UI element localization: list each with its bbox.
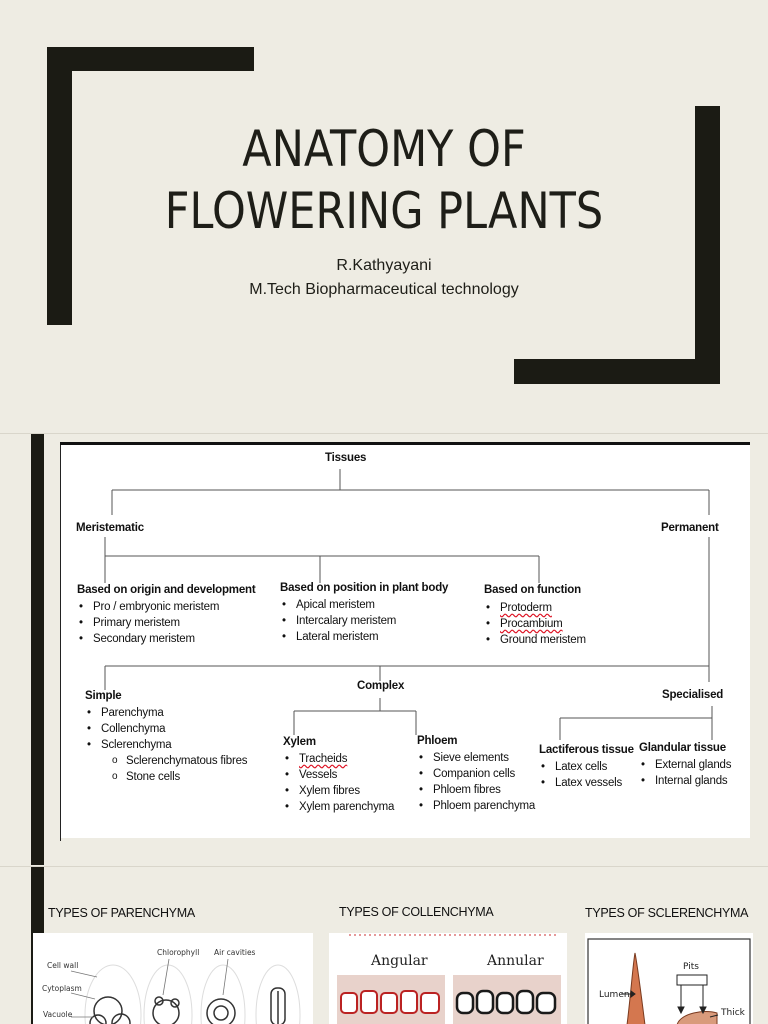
list-item: • Xylem fibres xyxy=(283,783,394,799)
list-item: • Pro / embryonic meristem xyxy=(77,599,219,615)
list-lactiferous xyxy=(539,759,622,791)
list-item: o Sclerenchymatous fibres xyxy=(110,753,247,769)
list-item: • Sclerenchyma xyxy=(85,737,171,753)
list-item: o Stone cells xyxy=(110,769,247,785)
list-item: • Parenchyma xyxy=(85,705,171,721)
list-item: • Phloem parenchyma xyxy=(417,798,535,814)
list-function xyxy=(484,600,586,648)
tissue-classification-slide xyxy=(0,433,768,865)
node-phloem: Phloem xyxy=(417,735,458,747)
list-xylem xyxy=(283,751,394,815)
label-thick: Thick xyxy=(721,1008,745,1018)
node-origin-development: Based on origin and development xyxy=(77,584,256,596)
tissue-types-slide xyxy=(0,866,768,1024)
list-item: • Sieve elements xyxy=(417,750,535,766)
list-item: • Apical meristem xyxy=(280,597,396,613)
collenchyma-title: TYPES OF COLLENCHYMA xyxy=(339,905,494,919)
list-item: • Secondary meristem xyxy=(77,631,219,647)
node-permanent: Permanent xyxy=(661,522,719,534)
label-chlorophyll: Chlorophyll xyxy=(157,948,200,957)
list-item: • Companion cells xyxy=(417,766,535,782)
list-item: • Collenchyma xyxy=(85,721,171,737)
sclerenchyma-title: TYPES OF SCLERENCHYMA xyxy=(585,906,749,920)
list-simple xyxy=(85,705,171,753)
label-air-cavities: Air cavities xyxy=(214,948,256,957)
list-item: • Lateral meristem xyxy=(280,629,396,645)
node-meristematic: Meristematic xyxy=(76,522,144,534)
list-item: • Internal glands xyxy=(639,773,731,789)
node-simple: Simple xyxy=(85,690,122,702)
collenchyma-image xyxy=(329,933,567,1024)
label-cell-wall: Cell wall xyxy=(47,961,79,970)
list-origin-development xyxy=(77,599,219,647)
collenchyma-drawing xyxy=(329,933,567,1024)
node-complex: Complex xyxy=(357,680,405,692)
list-item: • Vessels xyxy=(283,767,394,783)
node-position-plant-body: Based on position in plant body xyxy=(280,582,449,594)
label-annular: Annular xyxy=(487,953,544,969)
parenchyma-title: TYPES OF PARENCHYMA xyxy=(48,906,195,920)
label-vacuole: Vacuole xyxy=(43,1010,73,1019)
label-angular: Angular xyxy=(371,953,428,969)
list-item: • Intercalary meristem xyxy=(280,613,396,629)
author-name: R.Kathyayani xyxy=(336,257,432,274)
left-accent-bar xyxy=(31,434,44,865)
sclerenchyma-drawing xyxy=(585,933,753,1024)
list-sclerenchyma-types xyxy=(110,753,247,785)
list-item: • Ground meristem xyxy=(484,632,586,648)
label-cytoplasm: Cytoplasm xyxy=(42,984,82,993)
frame-bottom-right-horizontal xyxy=(514,359,720,384)
slide-title xyxy=(0,118,768,242)
parenchyma-image xyxy=(33,933,313,1024)
label-lumen: Lumen xyxy=(599,990,630,1000)
node-tissues: Tissues xyxy=(325,452,367,464)
list-item: • External glands xyxy=(639,757,731,773)
list-item: • Procambium xyxy=(484,616,586,632)
list-item: • Tracheids xyxy=(283,751,394,767)
list-item: • Protoderm xyxy=(484,600,586,616)
list-item: • Phloem fibres xyxy=(417,782,535,798)
label-pits: Pits xyxy=(683,962,699,972)
node-function: Based on function xyxy=(484,584,581,596)
node-specialised: Specialised xyxy=(662,689,724,701)
node-glandular-tissue: Glandular tissue xyxy=(639,742,726,754)
node-xylem: Xylem xyxy=(283,736,316,748)
parenchyma-drawing xyxy=(33,933,313,1024)
list-glandular xyxy=(639,757,731,789)
title-line-1: ANATOMY OF xyxy=(242,120,526,178)
list-item: • Primary meristem xyxy=(77,615,219,631)
node-lactiferous-tissue: Lactiferous tissue xyxy=(539,744,634,756)
list-item: • Latex vessels xyxy=(539,775,622,791)
tissue-flowchart xyxy=(60,442,750,838)
title-line-2: FLOWERING PLANTS xyxy=(164,182,604,240)
list-item: • Xylem parenchyma xyxy=(283,799,394,815)
list-phloem xyxy=(417,750,535,814)
list-position-plant-body xyxy=(280,597,396,645)
author-affiliation: M.Tech Biopharmaceutical technology xyxy=(249,281,519,298)
sclerenchyma-image xyxy=(585,933,753,1024)
list-item: • Latex cells xyxy=(539,759,622,775)
frame-top-left-horizontal xyxy=(47,47,254,71)
title-slide xyxy=(0,0,768,432)
